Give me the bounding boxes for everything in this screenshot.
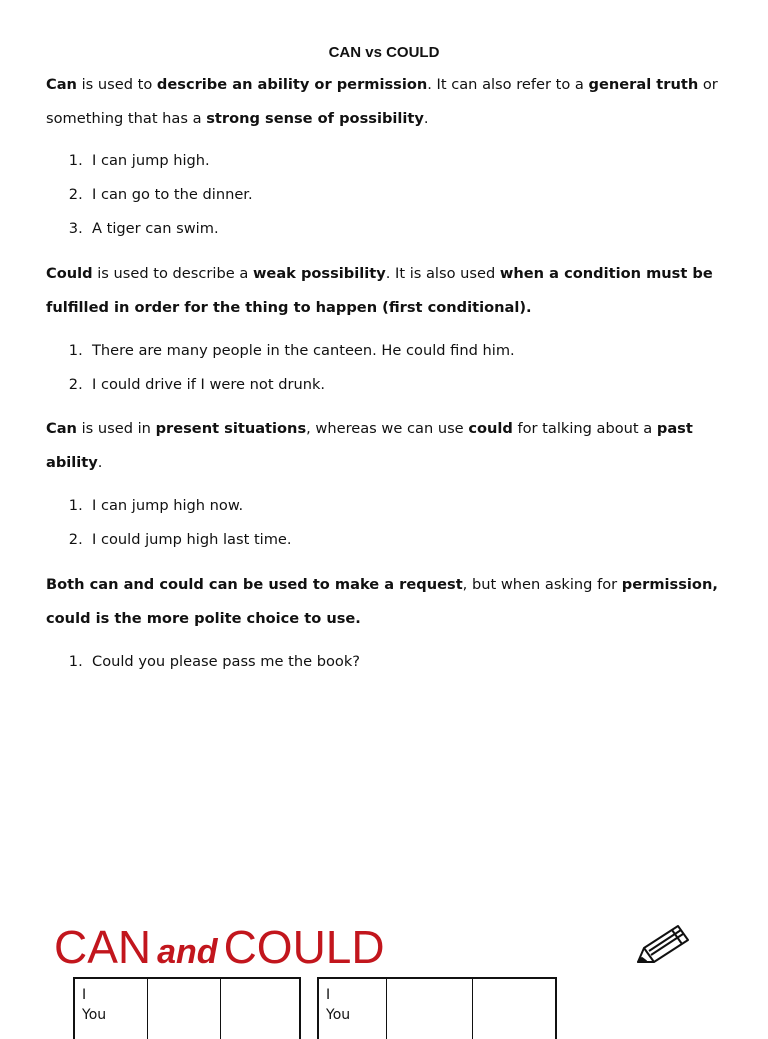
pronoun-i: I xyxy=(326,987,331,1003)
section-2-examples xyxy=(46,334,726,402)
text-run: is used to describe a xyxy=(92,265,253,282)
blank-cell xyxy=(148,979,221,1039)
example-number: 2. xyxy=(68,186,92,203)
pronoun-column xyxy=(319,979,387,1039)
text-run: for talking about a xyxy=(512,420,657,437)
example-number: 1. xyxy=(68,653,92,670)
example-text: I can go to the dinner. xyxy=(92,186,253,203)
text-run: , but when asking for xyxy=(462,576,622,593)
section-4-examples xyxy=(46,645,726,679)
bold-text-run: describe an ability or permission xyxy=(156,76,428,93)
example-text: I could drive if I were not drunk. xyxy=(92,376,326,393)
example-text: A tiger can swim. xyxy=(92,220,219,237)
bold-text-run: present situations xyxy=(155,420,307,437)
text-run: . xyxy=(423,110,429,127)
section-1-paragraph xyxy=(46,68,726,136)
example-number: 2. xyxy=(68,376,92,393)
text-run: or something that has a xyxy=(46,76,718,127)
bold-text-run: strong sense of possibility xyxy=(206,110,424,127)
pronoun-column xyxy=(75,979,148,1039)
worksheet-title-and: and xyxy=(157,933,218,971)
bold-text-run: general truth xyxy=(588,76,699,93)
blank-cell xyxy=(473,979,555,1039)
example-item xyxy=(46,178,726,212)
bold-text-run: Can xyxy=(46,76,77,93)
example-item xyxy=(46,212,726,246)
bold-text-run: permission, could is the more polite choice to use. xyxy=(46,576,718,627)
example-number: 1. xyxy=(68,497,92,514)
worksheet-title-can: CAN xyxy=(54,921,152,973)
section-4-paragraph xyxy=(46,568,726,636)
example-text: I could jump high last time. xyxy=(92,531,292,548)
worksheet-table-2 xyxy=(317,977,557,1039)
example-item xyxy=(46,523,726,557)
pronoun-you: You xyxy=(82,1007,107,1023)
bold-text-run: past ability xyxy=(46,420,693,471)
blank-cell xyxy=(221,979,299,1039)
example-text: There are many people in the canteen. He could find him. xyxy=(92,342,515,359)
example-item xyxy=(46,368,726,402)
pronoun-i: I xyxy=(82,987,87,1003)
example-number: 1. xyxy=(68,152,92,169)
section-3-paragraph xyxy=(46,412,726,480)
text-run: . xyxy=(97,454,103,471)
text-run: is used in xyxy=(76,420,156,437)
text-run: . It can also refer to a xyxy=(427,76,589,93)
text-run: is used to xyxy=(76,76,157,93)
example-text: I can jump high. xyxy=(92,152,210,169)
section-1-examples xyxy=(46,144,726,246)
blank-cell xyxy=(387,979,473,1039)
worksheet-title xyxy=(54,919,385,980)
example-number: 2. xyxy=(68,531,92,548)
example-item xyxy=(46,334,726,368)
bold-text-run: Could xyxy=(46,265,93,282)
example-item xyxy=(46,489,726,523)
pencil-icon xyxy=(630,920,692,970)
example-number: 3. xyxy=(68,220,92,237)
bold-text-run: Both can and could can be used to make a request xyxy=(46,576,463,593)
section-2-paragraph xyxy=(46,257,726,325)
text-run: . It is also used xyxy=(385,265,500,282)
bold-text-run: when a condition must be fulfilled in order for the thing to happen (first conditional). xyxy=(46,265,713,316)
example-number: 1. xyxy=(68,342,92,359)
pronoun-you: You xyxy=(326,1007,351,1023)
example-text: Could you please pass me the book? xyxy=(92,653,361,670)
example-item xyxy=(46,144,726,178)
page-title: CAN vs COULD xyxy=(328,44,440,61)
example-item xyxy=(46,645,726,679)
section-3-examples xyxy=(46,489,726,557)
bold-text-run: Can xyxy=(46,420,77,437)
bold-text-run: could xyxy=(468,420,513,437)
text-run: , whereas we can use xyxy=(306,420,469,437)
worksheet-table-1 xyxy=(73,977,301,1039)
example-text: I can jump high now. xyxy=(92,497,244,514)
bold-text-run: weak possibility xyxy=(252,265,386,282)
worksheet-title-could: COULD xyxy=(223,921,385,973)
